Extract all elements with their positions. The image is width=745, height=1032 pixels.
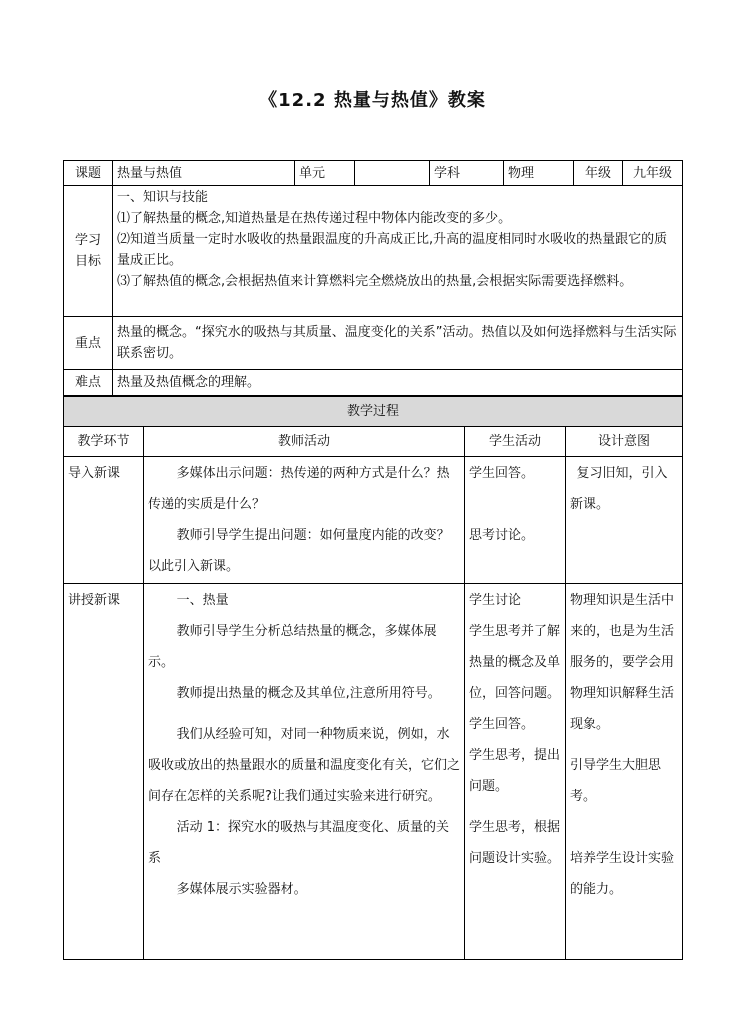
key-point-text: 热量的概念。“探究水的吸热与其质量、温度变化的关系”活动。热值以及如何选择燃料与生活实际联系密切。 bbox=[113, 317, 683, 370]
unit-value bbox=[355, 161, 430, 186]
lecture-teacher-p5: 活动 1：探究水的吸热与其温度变化、质量的关系 bbox=[148, 820, 449, 866]
goals-label bbox=[64, 186, 113, 317]
goals-line-4: ⑶了解热值的概念,会根据热值来计算燃料完全燃烧放出的热量,会根据实际需要选择燃料。 bbox=[117, 274, 633, 289]
goals-line-2: ⑴了解热量的概念,知道热量是在热传递过程中物体内能改变的多少。 bbox=[117, 211, 512, 226]
topic-label: 课题 bbox=[64, 161, 113, 186]
goals-line-3: ⑵知道当质量一定时水吸收的热量跟温度的升高成正比,升高的温度相同时水吸收的热量跟它的质量成正比。 bbox=[117, 232, 668, 268]
document-title: 《12.2 热量与热值》教案 bbox=[259, 90, 486, 111]
lecture-intent-p2: 引导学生大胆思考。 bbox=[570, 758, 662, 804]
intro-teacher-p2: 教师引导学生提出问题：如何量度内能的改变？以此引入新课。 bbox=[148, 528, 450, 574]
header-teacher: 教师活动 bbox=[144, 427, 465, 457]
intro-teacher-p1: 多媒体出示问题：热传递的两种方式是什么？热传递的实质是什么？ bbox=[148, 466, 450, 512]
intro-student bbox=[465, 457, 566, 584]
lecture-stage: 讲授新课 bbox=[64, 584, 144, 960]
lecture-teacher bbox=[144, 584, 465, 960]
header-intent: 设计意图 bbox=[566, 427, 683, 457]
goals-label-line-1: 学习 bbox=[74, 233, 101, 248]
goals-content bbox=[113, 186, 683, 317]
intro-intent: 复习旧知，引入新课。 bbox=[566, 457, 683, 584]
topic-value: 热量与热值 bbox=[113, 161, 295, 186]
lesson-info-table bbox=[63, 160, 682, 960]
lecture-student bbox=[465, 584, 566, 960]
lecture-teacher-p6: 多媒体展示实验器材。 bbox=[176, 882, 307, 897]
grade-label: 年级 bbox=[574, 161, 623, 186]
lecture-teacher-p1: 一、热量 bbox=[176, 593, 229, 608]
key-point-label: 重点 bbox=[64, 317, 113, 370]
process-title: 教学过程 bbox=[64, 397, 683, 427]
difficulty-label: 难点 bbox=[64, 370, 113, 396]
intro-stage: 导入新课 bbox=[64, 457, 144, 584]
header-stage: 教学环节 bbox=[64, 427, 144, 457]
lecture-intent-p1: 物理知识是生活中来的，也是为生活服务的，要学会用物理知识解释生活现象。 bbox=[570, 593, 675, 732]
lecture-student-p3: 学生回答。 bbox=[469, 717, 535, 732]
subject-value: 物理 bbox=[504, 161, 574, 186]
intro-teacher bbox=[144, 457, 465, 584]
grade-value: 九年级 bbox=[623, 161, 683, 186]
lecture-student-p5: 学生思考，根据问题设计实验。 bbox=[469, 820, 561, 866]
lecture-intent-p3: 培养学生设计实验的能力。 bbox=[570, 851, 675, 897]
lecture-teacher-p3: 教师提出热量的概念及其单位,注意所用符号。 bbox=[176, 686, 441, 701]
lecture-student-p4: 学生思考，提出问题。 bbox=[469, 748, 561, 794]
lecture-teacher-p2: 教师引导学生分析总结热量的概念，多媒体展示。 bbox=[148, 624, 437, 670]
difficulty-text: 热量及热值概念的理解。 bbox=[113, 370, 683, 396]
goals-line-1: 一、知识与技能 bbox=[117, 190, 209, 205]
lecture-teacher-p4: 我们从经验可知，对同一种物质来说，例如，水吸收或放出的热量跟水的质量和温度变化有关，它们之间存在怎样的关系呢?让我们通过实验来进行研究。 bbox=[148, 727, 461, 804]
intro-student-p1: 学生回答。 bbox=[469, 466, 535, 481]
lecture-intent bbox=[566, 584, 683, 960]
header-student: 学生活动 bbox=[465, 427, 566, 457]
unit-label: 单元 bbox=[295, 161, 355, 186]
lecture-student-p1: 学生讨论 bbox=[469, 593, 522, 608]
teaching-process-table bbox=[63, 396, 683, 960]
goals-label-line-2: 目标 bbox=[74, 254, 101, 269]
lecture-student-p2: 学生思考并了解热量的概念及单位，回答问题。 bbox=[469, 624, 561, 701]
intro-student-p2: 思考讨论。 bbox=[469, 528, 535, 543]
subject-label: 学科 bbox=[430, 161, 504, 186]
